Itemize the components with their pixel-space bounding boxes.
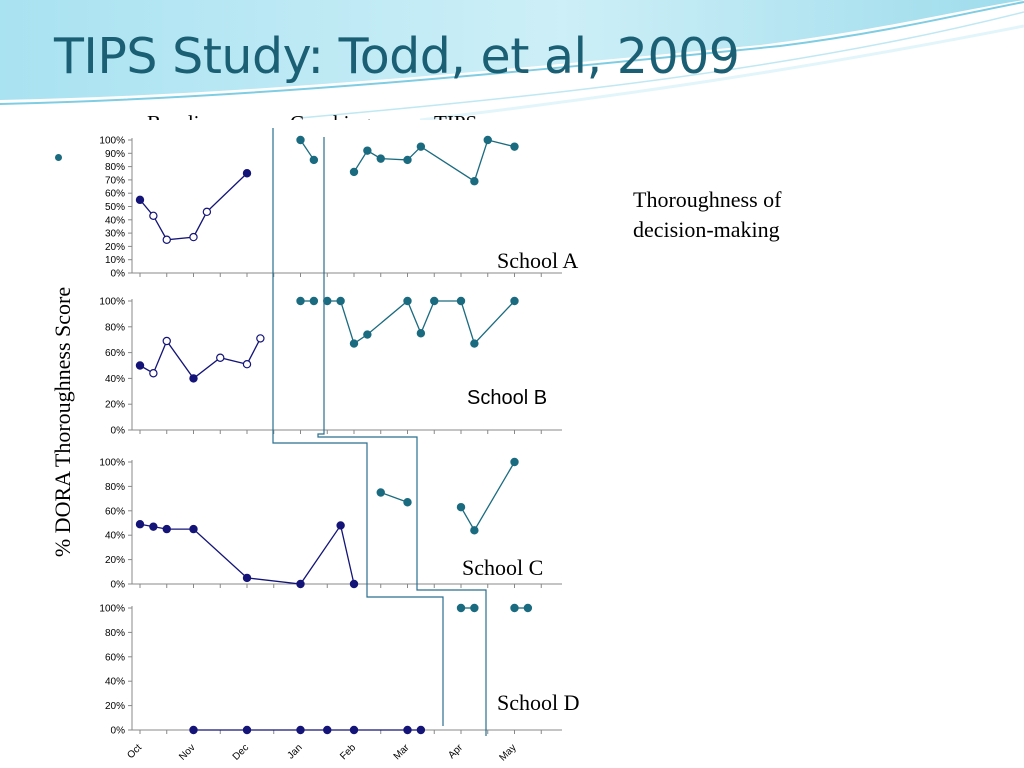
school-c-data-point xyxy=(511,458,518,465)
school-a-y-tick-label: 20% xyxy=(104,241,125,253)
school-d-y-tick-label: 100% xyxy=(99,603,125,615)
school-a-data-point xyxy=(310,156,317,163)
school-b-data-point xyxy=(471,340,478,347)
y-axis-label: % DORA Thoroughness Score xyxy=(50,286,75,558)
school-a-y-tick-label: 10% xyxy=(104,255,125,267)
school-d-label: School D xyxy=(497,690,580,715)
school-c-y-tick-label: 80% xyxy=(104,481,125,493)
school-a-y-tick-label: 30% xyxy=(104,228,125,240)
school-d-data-point xyxy=(511,604,518,611)
school-b-y-tick-label: 20% xyxy=(104,399,125,411)
school-a-data-point xyxy=(484,136,491,143)
school-d-data-point xyxy=(190,726,197,733)
school-d-data-point xyxy=(404,726,411,733)
school-b-data-point xyxy=(511,297,518,304)
school-c-y-tick-label: 40% xyxy=(104,530,125,542)
school-d-y-tick-label: 60% xyxy=(104,652,125,664)
school-a-label: School A xyxy=(497,248,579,273)
school-b-data-point xyxy=(310,297,317,304)
school-b-data-point xyxy=(297,297,304,304)
school-a-data-point xyxy=(417,143,424,150)
school-b-data-point xyxy=(350,340,357,347)
school-a-data-point xyxy=(163,236,170,243)
school-b-data-point xyxy=(404,297,411,304)
school-d-x-tick-label: Nov xyxy=(177,742,198,763)
school-a-data-point xyxy=(404,156,411,163)
school-b-data-point xyxy=(457,297,464,304)
school-b-data-point xyxy=(136,362,143,369)
school-b-data-point xyxy=(217,354,224,361)
school-a-data-point xyxy=(243,170,250,177)
chart-caption: Thoroughness of decision-making xyxy=(633,187,782,242)
school-b-data-point xyxy=(431,297,438,304)
school-d-y-tick-label: 20% xyxy=(104,701,125,713)
school-d-data-point xyxy=(471,604,478,611)
school-a-data-point xyxy=(136,196,143,203)
school-d-y-tick-label: 80% xyxy=(104,627,125,639)
school-d-x-tick-label: Jan xyxy=(285,742,305,762)
school-c-label: School C xyxy=(462,555,544,580)
school-b-label: School B xyxy=(467,387,548,409)
school-a-y-tick-label: 100% xyxy=(99,135,125,147)
school-c-data-point xyxy=(377,489,384,496)
school-a-data-point xyxy=(150,212,157,219)
school-c-data-point xyxy=(471,527,478,534)
school-d-y-tick-label: 0% xyxy=(110,725,125,737)
school-a-y-tick-label: 80% xyxy=(104,162,125,174)
school-c-y-tick-label: 100% xyxy=(99,457,125,469)
school-d-data-point xyxy=(324,726,331,733)
school-b-data-point xyxy=(243,361,250,368)
school-c-y-tick-label: 60% xyxy=(104,506,125,518)
school-d-data-point xyxy=(350,726,357,733)
school-d-x-tick-label: Feb xyxy=(338,742,359,763)
school-a-data-point xyxy=(471,178,478,185)
school-c-data-point xyxy=(163,526,170,533)
school-a-data-point xyxy=(364,147,371,154)
school-c-y-tick-label: 20% xyxy=(104,555,125,567)
school-b-data-point xyxy=(337,297,344,304)
school-b-y-tick-label: 40% xyxy=(104,373,125,385)
school-a-data-point xyxy=(203,208,210,215)
slide-title: TIPS Study: Todd, et al, 2009 xyxy=(54,28,740,85)
school-b-data-point xyxy=(257,335,264,342)
school-d-x-tick-label: Oct xyxy=(125,742,145,762)
school-d-y-tick-label: 40% xyxy=(104,676,125,688)
school-d-x-tick-label: Dec xyxy=(230,742,252,763)
school-a-y-tick-label: 90% xyxy=(104,148,125,160)
school-c-data-point xyxy=(243,574,250,581)
school-a-data-point xyxy=(297,136,304,143)
school-b-data-point xyxy=(417,330,424,337)
school-c-data-point xyxy=(297,580,304,587)
school-b-data-point xyxy=(324,297,331,304)
school-b-y-tick-label: 60% xyxy=(104,348,125,360)
school-d-x-tick-label: Apr xyxy=(446,742,466,762)
school-a-y-tick-label: 40% xyxy=(104,215,125,227)
school-a-y-tick-label: 50% xyxy=(104,202,125,213)
school-b-data-point xyxy=(364,331,371,338)
school-a-data-point xyxy=(511,143,518,150)
school-b-data-point xyxy=(190,375,197,382)
school-c-data-point xyxy=(136,521,143,528)
school-a-y-tick-label: 0% xyxy=(110,268,125,280)
school-c-data-point xyxy=(190,526,197,533)
school-a-y-tick-label: 60% xyxy=(104,188,125,200)
school-d-x-tick-label: Mar xyxy=(391,742,412,763)
school-c-data-point xyxy=(337,522,344,529)
school-d-data-point xyxy=(417,726,424,733)
school-d-data-point xyxy=(524,604,531,611)
school-d-data-point xyxy=(297,726,304,733)
school-b-y-tick-label: 0% xyxy=(110,425,125,437)
school-d-x-tick-label: May xyxy=(497,742,519,764)
school-a-y-tick-label: 70% xyxy=(104,175,125,187)
school-b-y-tick-label: 80% xyxy=(104,322,125,334)
school-a-data-point xyxy=(377,155,384,162)
school-c-data-point xyxy=(350,580,357,587)
school-d-data-point xyxy=(457,604,464,611)
school-b-y-tick-label: 100% xyxy=(99,296,125,308)
school-b-data-point xyxy=(163,337,170,344)
school-c-y-tick-label: 0% xyxy=(110,579,125,591)
school-a-data-point xyxy=(350,168,357,175)
school-c-data-point xyxy=(150,523,157,530)
school-a-data-point xyxy=(190,233,197,240)
school-c-data-point xyxy=(457,504,464,511)
school-d-data-point xyxy=(243,726,250,733)
school-b-data-point xyxy=(150,370,157,377)
school-c-data-point xyxy=(404,499,411,506)
